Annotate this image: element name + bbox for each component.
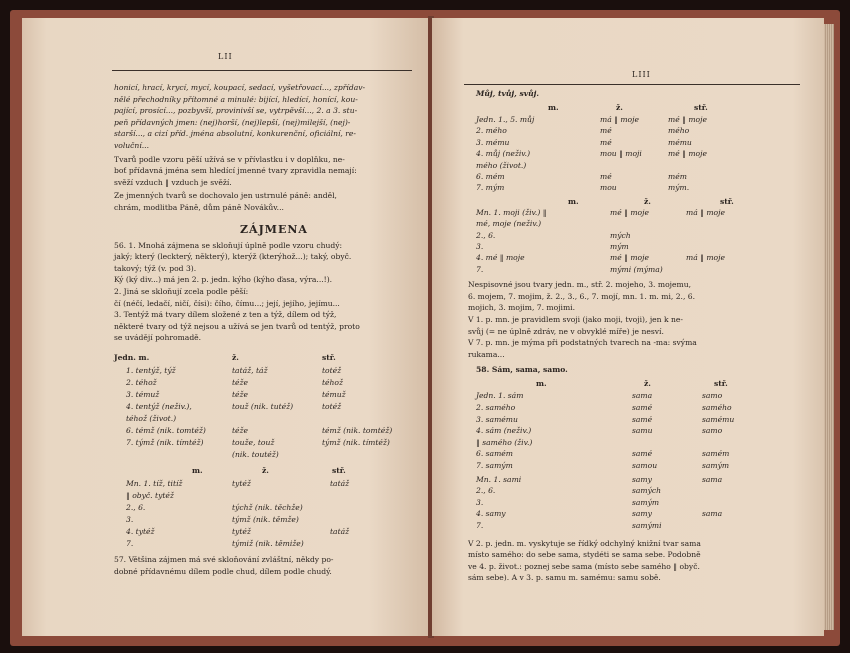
table-cell: mé [600, 137, 612, 147]
table-header: ž. [644, 379, 651, 389]
table-cell: samy [632, 474, 652, 484]
table-header: stř. [322, 353, 336, 362]
text-line: 57. Většina zájmen má své skloňování zvláštní, někdy po- [114, 555, 334, 564]
text-line: dobné přídavnému dílem podle chud, dílem podle chudý. [114, 566, 332, 576]
text-line: místo samého: do sebe sama, stydéti se sama sebe. Podobně [468, 550, 701, 560]
table-cell: týchž (nik. těchže) [232, 503, 303, 512]
text-line: V 2. p. jedn. m. vyskytuje se řídký odchylný knižní tvar sama [468, 538, 701, 548]
table-cell: 3. témuž [126, 390, 160, 399]
table-cell: Jedn. 1., 5. můj [476, 115, 535, 124]
table-cell: mé [600, 126, 612, 136]
table-cell: téže [232, 426, 249, 435]
table-cell: 4. můj (neživ.) [476, 149, 531, 159]
table-cell: mých [610, 230, 631, 240]
table-cell: tatáž [330, 479, 350, 488]
table-cell: 3. [476, 242, 484, 251]
table-cell: 4. mé ‖ moje [476, 253, 525, 263]
table-header: stř. [694, 103, 708, 112]
text-line: 3. Tentýž má tvary dílem složené z ten a týž, dílem od týž, [114, 310, 337, 320]
table-cell: ‖ samého (živ.) [476, 437, 533, 447]
table-cell: 6. témž (nik. tomtéž) [126, 426, 206, 435]
table-cell: samo [702, 391, 723, 401]
table-cell: 2. téhož [126, 378, 157, 387]
table-cell: mými (mýma) [610, 264, 663, 274]
table-cell: 6. samém [476, 449, 513, 459]
table-header: stř. [332, 466, 346, 475]
table-cell: 1. tentýž, týž [126, 366, 176, 375]
table-header: stř. [720, 196, 734, 206]
table-cell: týmiž (nik. těmiže) [232, 539, 304, 548]
table-cell: sama [702, 474, 723, 484]
header-rule [112, 70, 412, 71]
table-cell: samo [702, 426, 723, 436]
table-cell: totéž [322, 366, 342, 375]
text-line: voluční... [114, 141, 149, 150]
text-line: Ze jmenných tvarů se dochovalo jen ustrnulé páně: anděl, [114, 191, 337, 201]
table-cell: (nik. toutéž) [232, 450, 279, 459]
right-page [432, 18, 824, 636]
table-cell: sama [632, 391, 653, 401]
table-header: Jedn. m. [114, 353, 150, 362]
table-cell: mé, moje (neživ.) [476, 219, 542, 229]
table-cell: mé [600, 172, 612, 181]
text-line: rukama... [468, 349, 505, 359]
table-cell: 6. mém [476, 172, 505, 181]
table-cell: touž (nik. tutéž) [232, 402, 294, 411]
table-cell: 4. sám (neživ.) [476, 426, 532, 436]
table-cell: téhož (život.) [126, 414, 177, 423]
text-line: jaký; který (leckterý, některý), kterýž (kterýhož...); taký, obyč. [114, 252, 352, 262]
table-cell: 3. [476, 497, 484, 507]
text-line: čí (néčí, ledačí, ničí, čísi): čího, čímu...; její, jejího, jejímu... [114, 298, 340, 308]
table-header: stř. [714, 379, 728, 389]
table-header: m. [536, 379, 547, 389]
table-cell: téže [232, 378, 249, 387]
table-cell: 7. mým [476, 183, 505, 193]
text-line: pající, prosící..., pozbyvší, provinivší se, vytrpěvší..., 2. a 3. stu- [114, 106, 358, 116]
header-rule [464, 84, 800, 85]
text-line: Ký (ký div...) má jen 2. p. jedn. kýho (kýho ďasa, výra...!). [114, 275, 333, 285]
table-cell: má ‖ moje [686, 207, 725, 217]
table-cell: 3. mému [476, 137, 510, 147]
page-number: LIII [632, 70, 651, 79]
table-cell: samé [632, 403, 653, 412]
table-cell: samy [632, 509, 652, 519]
table-cell: samé [632, 414, 653, 424]
table-cell: mé ‖ moje [668, 149, 707, 159]
section-heading: Můj, tvůj, svůj. [476, 89, 540, 98]
text-line: takový; týž (v. pod 3). [114, 263, 197, 273]
text-line: nělé přechodníky přítomné a minulé: bijící, hledící, honící, kou- [114, 94, 358, 104]
table-cell: 7. [126, 539, 134, 548]
text-line: 56. 1. Mnohá zájmena se skloňují úplně podle vzoru chudý: [114, 240, 343, 250]
table-cell: samou [632, 461, 658, 470]
table-cell: samém [702, 449, 730, 459]
table-cell: Mn. 1. sami [476, 474, 522, 484]
table-cell: tatáž, táž [232, 366, 268, 375]
table-cell: mého [668, 126, 690, 136]
table-cell: samému [702, 414, 735, 424]
table-cell: 4. tentýž (neživ.), [126, 402, 192, 411]
table-header: m. [568, 196, 579, 206]
table-cell: 7. [476, 521, 484, 530]
table-cell: samu [632, 426, 653, 436]
section-heading: 58. Sám, sama, samo. [476, 365, 568, 375]
left-page [22, 18, 430, 636]
table-cell: samým [702, 461, 730, 470]
table-cell: 3. samému [476, 414, 518, 424]
text-line: některé tvary od týž nejsou a užívá se jen tvarů od tentýž, proto [114, 321, 360, 331]
table-cell: 4. samy [476, 509, 506, 519]
table-cell: ‖ obyč. tytéž [126, 491, 174, 500]
table-cell: totéž [322, 402, 342, 411]
table-cell: má ‖ moje [686, 253, 725, 263]
table-cell: 2. samého [476, 403, 516, 412]
table-cell: témž (nik. tomtéž) [322, 426, 393, 435]
table-header: m. [192, 466, 203, 475]
text-line: honicí, hrací, krycí, mycí, koupací, sedací, vyšetřovací..., zpřídav- [114, 83, 366, 92]
table-cell: mé ‖ moje [610, 207, 649, 217]
table-cell: mým [610, 242, 629, 251]
table-cell: Mn. 1. moji (živ.) ‖ [476, 207, 547, 217]
page-edges [824, 24, 834, 630]
table-cell: Jedn. 1. sám [476, 391, 524, 401]
table-header: m. [548, 103, 559, 112]
table-cell: 4. tytéž [126, 527, 155, 536]
table-cell: týmž (nik. tímtéž) [322, 438, 390, 447]
table-cell: mou ‖ moji [600, 149, 642, 159]
table-cell: tatáž [330, 527, 350, 536]
table-cell: týmž (nik. těmže) [232, 515, 299, 524]
table-header: ž. [644, 196, 651, 206]
table-cell: mém [668, 172, 687, 181]
table-cell: tytéž [232, 479, 251, 488]
text-line: starší..., a cizí příd. jména absolutní, konkurenční, oficiální, re- [114, 129, 356, 139]
table-cell: sama [702, 509, 723, 519]
table-cell: samými [632, 521, 662, 530]
text-line: mojich, 3. mojim, 7. mojimi. [468, 303, 576, 313]
table-header: ž. [616, 103, 623, 112]
text-line: boť přídavná jména sem hledící jmenné tvary zpravidla nemají: [114, 166, 357, 176]
table-cell: samým [632, 497, 660, 507]
table-cell: Mn. 1. tíž, titíž [126, 479, 183, 488]
table-cell: témuž [322, 390, 346, 399]
text-line: ve 4. p. život.: poznej sebe sama (místo sebe samého ‖ obyč. [468, 561, 700, 571]
text-line: V 1. p. mn. je pravidlem svoji (jako moji, tvoji), jen k ne- [468, 315, 683, 324]
section-heading: ZÁJMENA [240, 222, 308, 236]
text-line: peň přídavných jmen: (nej)horší, (nej)lepší, (nej)milejší, (nej)- [114, 117, 351, 127]
table-cell: má ‖ moje [600, 115, 639, 124]
table-cell: touže, touž [232, 438, 275, 447]
text-line: 2. Jiná se skloňují zcela podle pěší: [114, 287, 249, 296]
table-cell: 7. [476, 264, 484, 274]
text-line: chrám, modlitba Páně, dům páně Novákův... [114, 203, 284, 212]
table-cell: mé ‖ moje [668, 115, 707, 124]
text-line: Tvarů podle vzoru pěší užívá se v přívlastku i v doplňku, ne- [114, 154, 345, 164]
table-cell: tytéž [232, 527, 251, 536]
table-cell: 7. týmž (nik. tímtéž) [126, 438, 204, 447]
table-cell: 2., 6. [476, 230, 496, 240]
page-number: LII [218, 52, 233, 61]
table-cell: 3. [126, 515, 134, 524]
table-cell: 2., 6. [126, 503, 146, 512]
text-line: se uvádějí pohromadě. [114, 333, 202, 343]
table-cell: mé ‖ moje [610, 253, 649, 263]
table-header: ž. [232, 353, 239, 362]
table-cell: samého [702, 403, 732, 412]
text-line: 6. mojem, 7. mojim, ž. 2., 3., 6., 7. mojí, mn. 1. m. mi, 2., 6. [468, 291, 696, 301]
text-line: sám sebe). A v 3. p. samu m. samému: samu sobě. [468, 573, 661, 583]
table-cell: mým. [668, 183, 690, 193]
text-line: svěží vzduch ‖ vzduch je svěží. [114, 177, 232, 187]
table-cell: 2., 6. [476, 486, 496, 496]
text-line: Nespisovné jsou tvary jedn. m., stř. 2. mojeho, 3. mojemu, [468, 280, 692, 290]
table-cell: mou [600, 183, 617, 193]
text-line: V 7. p. mn. je mýma při podstatných tvarech na -ma: svýma [468, 338, 697, 348]
table-cell: mému [668, 137, 692, 147]
table-cell: mého (život.) [476, 160, 527, 170]
text-line: svůj (= ne úplně zdráv, ne v obvyklé míře) je nesví. [468, 326, 664, 336]
table-header: ž. [262, 466, 269, 475]
table-cell: téhož [322, 378, 344, 387]
table-cell: samé [632, 449, 653, 459]
table-cell: 2. mého [476, 126, 507, 136]
table-cell: téže [232, 390, 249, 399]
table-cell: samých [632, 486, 662, 496]
table-cell: 7. samým [476, 461, 513, 470]
